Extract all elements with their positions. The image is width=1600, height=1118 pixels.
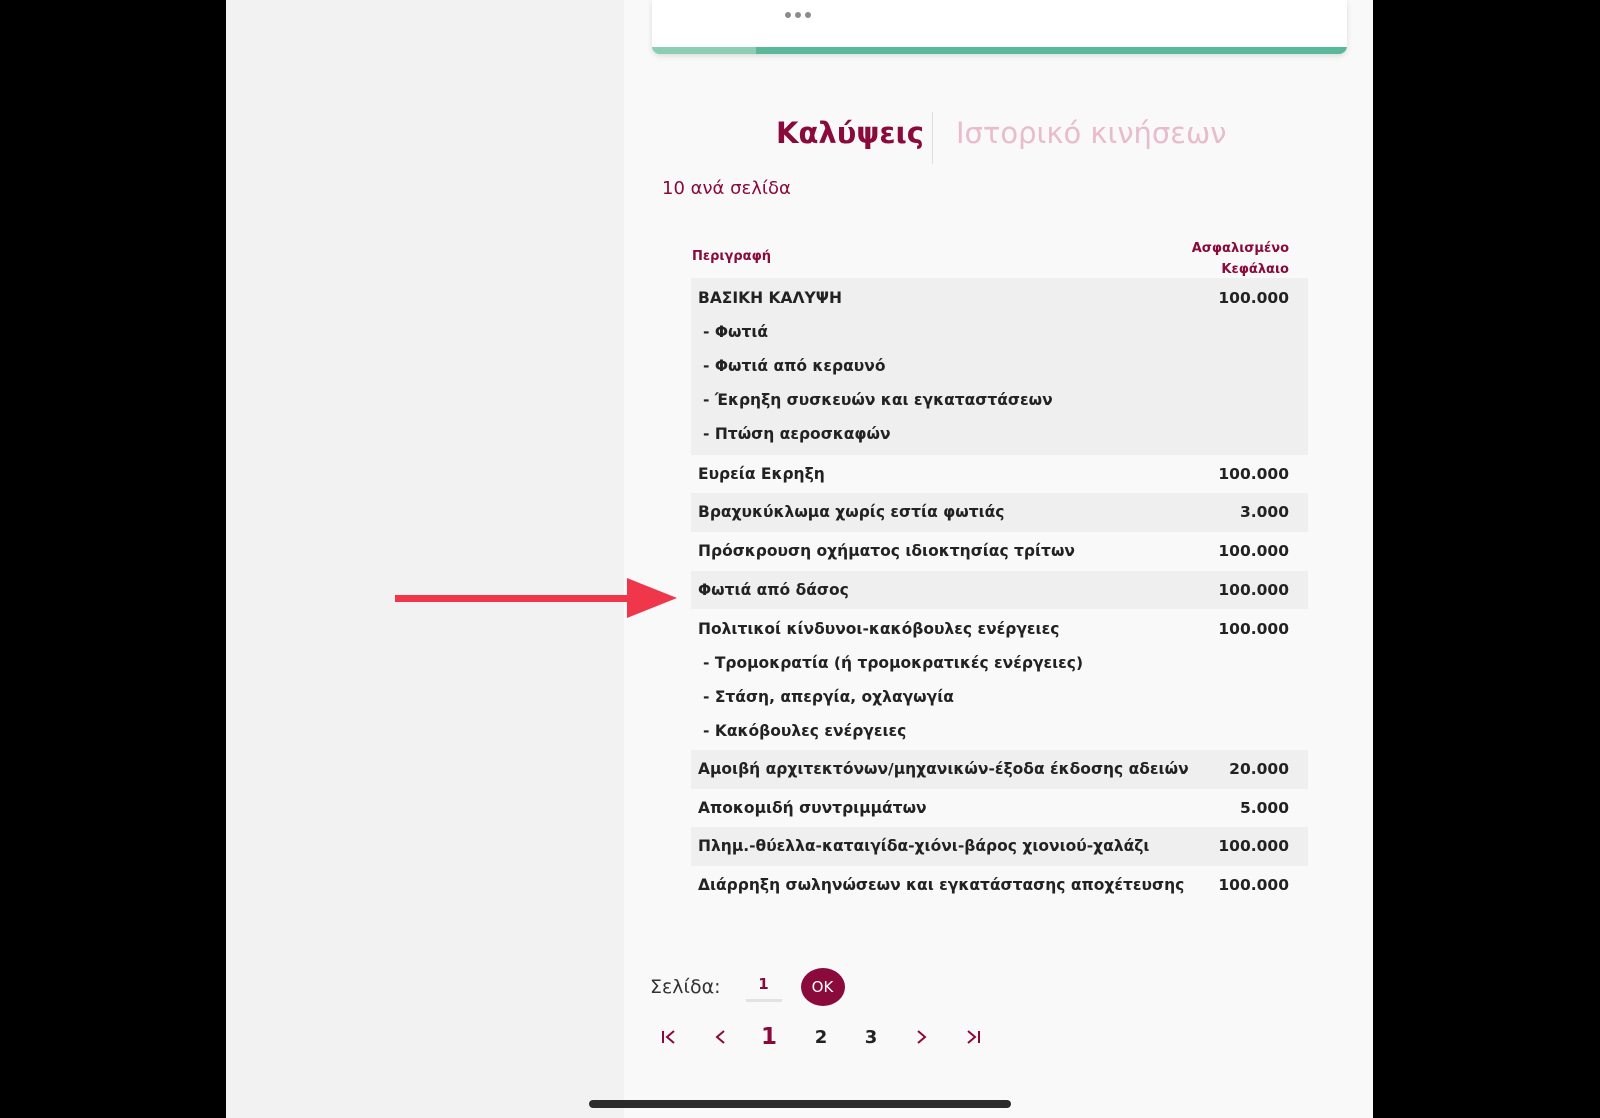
coverage-name: Πλημ.-θύελλα-καταιγίδα-χιόνι-βάρος χιονιού-χαλάζι — [698, 837, 1150, 855]
table-row — [691, 532, 1308, 571]
coverage-name: Πολιτικοί κίνδυνοι-κακόβουλες ενέργειες — [698, 620, 1060, 638]
coverage-subitem: - Πτώση αεροσκαφών — [703, 425, 891, 443]
page-button-1[interactable]: 1 — [760, 1024, 777, 1050]
coverage-name: Αποκομιδή συντριμμάτων — [698, 799, 927, 817]
insured-amount: 100.000 — [1218, 465, 1289, 483]
insured-amount: 100.000 — [1218, 289, 1289, 307]
coverage-name: Διάρρηξη σωληνώσεων και εγκατάστασης αποχέτευσης — [698, 876, 1185, 894]
progress-bar — [652, 47, 1347, 54]
insured-amount: 100.000 — [1218, 581, 1289, 599]
table-row — [691, 609, 1308, 750]
table-row — [691, 455, 1308, 493]
insured-amount: 100.000 — [1218, 837, 1289, 855]
pagination — [650, 1020, 1010, 1054]
policy-card — [652, 0, 1347, 54]
coverage-description — [698, 758, 1189, 789]
home-indicator — [589, 1100, 1011, 1108]
coverage-description — [698, 797, 927, 827]
coverage-description — [698, 287, 1053, 455]
last-page-icon[interactable] — [960, 1020, 986, 1054]
coverage-subitem: - Έκρηξη συσκευών και εγκαταστάσεων — [703, 391, 1053, 409]
insured-amount: 3.000 — [1239, 503, 1289, 521]
coverage-name: Φωτιά από δάσος — [698, 581, 849, 599]
header-insured-capital: Ασφαλισμένο Κεφάλαιο — [1191, 241, 1289, 277]
tab-coverages[interactable]: Καλύψεις — [776, 116, 924, 150]
coverage-name: ΒΑΣΙΚΗ ΚΑΛΥΨΗ — [698, 289, 842, 307]
more-options-icon[interactable] — [785, 12, 811, 18]
coverage-description — [698, 579, 849, 609]
coverage-name: Βραχυκύκλωμα χωρίς εστία φωτιάς — [698, 503, 1005, 521]
table-row — [691, 827, 1308, 866]
coverage-description — [698, 501, 1004, 532]
table-header — [691, 232, 1308, 278]
annotation-arrow-icon — [395, 576, 677, 620]
first-page-icon[interactable] — [656, 1020, 682, 1054]
coverage-name: Ευρεία Εκρηξη — [698, 465, 825, 483]
tab-bar — [624, 108, 1373, 166]
coverage-subitem: - Φωτιά — [703, 323, 769, 341]
ok-button[interactable]: OK — [801, 968, 845, 1006]
coverage-subitem: - Τρομοκρατία (ή τρομοκρατικές ενέργειες) — [703, 654, 1084, 672]
page-label: Σελίδα: — [650, 976, 721, 998]
insured-amount: 5.000 — [1239, 799, 1289, 817]
previous-page-icon[interactable] — [708, 1020, 734, 1054]
table-row — [691, 571, 1308, 609]
table-row — [691, 493, 1308, 532]
table-row — [691, 750, 1308, 789]
coverage-description — [698, 835, 1149, 866]
coverage-description — [698, 874, 1184, 905]
coverage-name: Αμοιβή αρχιτεκτόνων/μηχανικών-έξοδα έκδοσης αδειών — [698, 760, 1189, 778]
table-row — [691, 278, 1308, 455]
insured-amount: 100.000 — [1218, 876, 1289, 894]
coverage-subitem: - Κακόβουλες ενέργειες — [703, 722, 907, 740]
next-page-icon[interactable] — [908, 1020, 934, 1054]
coverage-description — [698, 540, 1075, 571]
tab-divider — [932, 112, 933, 164]
coverages-table — [691, 232, 1308, 905]
insured-amount: 20.000 — [1229, 760, 1289, 778]
coverage-name: Πρόσκρουση οχήματος ιδιοκτησίας τρίτων — [698, 542, 1075, 560]
table-row — [691, 866, 1308, 905]
page-button-3[interactable]: 3 — [864, 1026, 878, 1048]
header-description: Περιγραφή — [692, 249, 772, 264]
tab-transaction-history[interactable]: Ιστορικό κινήσεων — [956, 116, 1227, 150]
page-jump — [650, 968, 845, 1006]
page-button-2[interactable]: 2 — [814, 1026, 828, 1048]
coverage-subitem: - Στάση, απεργία, οχλαγωγία — [703, 688, 954, 706]
coverage-description — [698, 618, 1083, 750]
insured-amount: 100.000 — [1218, 542, 1289, 560]
insured-amount: 100.000 — [1218, 620, 1289, 638]
coverage-description — [698, 463, 825, 493]
coverage-subitem: - Φωτιά από κεραυνό — [703, 357, 886, 375]
table-body — [691, 278, 1308, 905]
per-page-selector[interactable]: 10 ανά σελίδα — [662, 178, 791, 199]
page-number-input[interactable]: 1 — [746, 972, 782, 1002]
table-row — [691, 789, 1308, 827]
